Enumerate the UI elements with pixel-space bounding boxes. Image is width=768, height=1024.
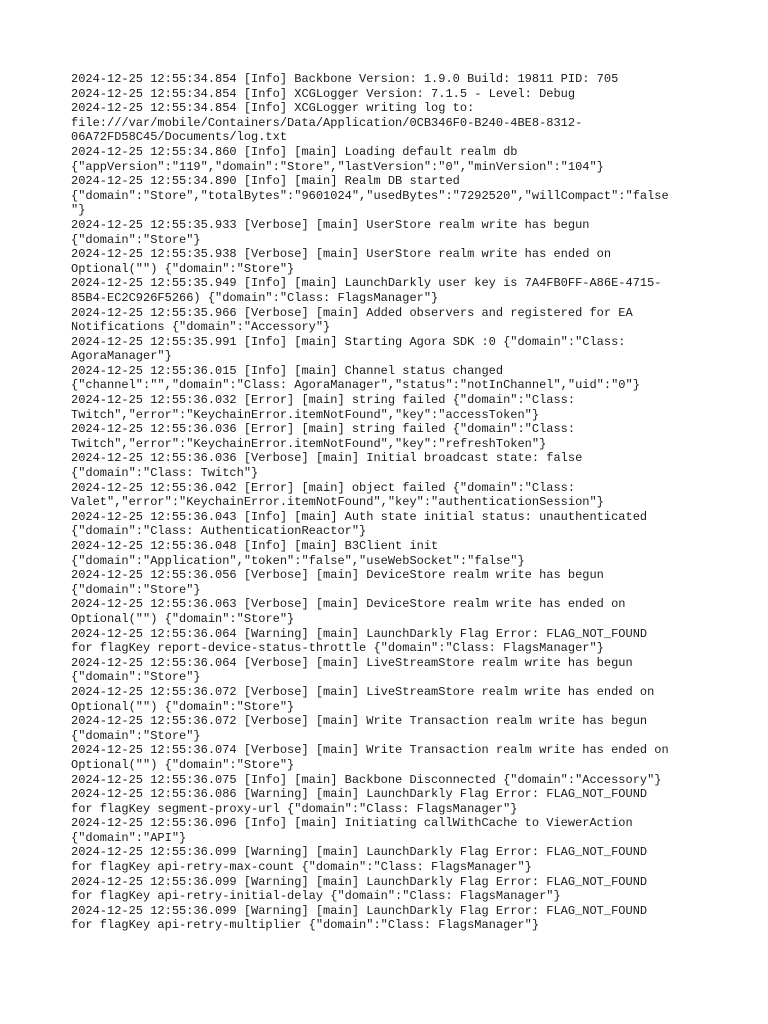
log-line: 2024-12-25 12:55:36.086 [Warning] [main] LaunchDarkly Flag Error: FLAG_NOT_FOUND: [71, 787, 648, 802]
log-line: {"domain":"Store"}: [71, 232, 201, 247]
log-line: 06A72FD58C45/Documents/log.txt: [71, 130, 288, 145]
log-line: 2024-12-25 12:55:34.854 [Info] XCGLogger writing log to:: [71, 101, 475, 116]
log-line: {"domain":"Application","token":"false","useWebSocket":"false"}: [71, 553, 525, 568]
log-line: Twitch","error":"KeychainError.itemNotFound","key":"accessToken"}: [71, 407, 540, 422]
log-line: for flagKey api-retry-multiplier {"domain":"Class: FlagsManager"}: [71, 918, 540, 933]
log-line: 2024-12-25 12:55:34.854 [Info] XCGLogger Version: 7.1.5 - Level: Debug: [71, 86, 576, 101]
log-line: 2024-12-25 12:55:34.854 [Info] Backbone Version: 1.9.0 Build: 19811 PID: 705: [71, 72, 619, 86]
log-line: 2024-12-25 12:55:36.043 [Info] [main] Auth state initial status: unauthenticated: [71, 509, 648, 524]
log-text-view: [71, 72, 711, 933]
log-line: AgoraManager"}: [71, 349, 172, 364]
log-line: Optional("") {"domain":"Store"}: [71, 757, 295, 772]
log-line: file:///var/mobile/Containers/Data/Application/0CB346F0-B240-4BE8-8312-: [71, 115, 583, 130]
log-line: 2024-12-25 12:55:36.042 [Error] [main] object failed {"domain":"Class:: [71, 480, 576, 495]
log-line: {"domain":"API"}: [71, 830, 187, 845]
log-line: 2024-12-25 12:55:35.933 [Verbose] [main] UserStore realm write has begun: [71, 217, 590, 232]
log-line: 2024-12-25 12:55:36.056 [Verbose] [main] DeviceStore realm write has begun: [71, 568, 604, 583]
log-line: {"domain":"Store","totalBytes":"9601024","usedBytes":"7292520","willCompact":"false: [71, 188, 669, 203]
log-line: {"appVersion":"119","domain":"Store","lastVersion":"0","minVersion":"104"}: [71, 159, 604, 174]
log-line: 2024-12-25 12:55:36.064 [Verbose] [main] LiveStreamStore realm write has begun: [71, 655, 633, 670]
log-line: {"channel":"","domain":"Class: AgoraManager","status":"notInChannel","uid":"0"}: [71, 378, 640, 393]
log-line: 85B4-EC2C926F5266) {"domain":"Class: FlagsManager"}: [71, 290, 439, 305]
log-line: {"domain":"Store"}: [71, 582, 201, 597]
log-line: for flagKey api-retry-initial-delay {"domain":"Class: FlagsManager"}: [71, 889, 561, 904]
log-line: 2024-12-25 12:55:36.072 [Verbose] [main] Write Transaction realm write has begun: [71, 714, 648, 729]
log-line: 2024-12-25 12:55:36.074 [Verbose] [main] Write Transaction realm write has ended on: [71, 743, 669, 758]
log-line: {"domain":"Store"}: [71, 728, 201, 743]
log-line: 2024-12-25 12:55:36.032 [Error] [main] string failed {"domain":"Class:: [71, 393, 576, 408]
log-line: {"domain":"Store"}: [71, 670, 201, 685]
log-line: 2024-12-25 12:55:34.860 [Info] [main] Loading default realm db: [71, 144, 518, 159]
log-line: {"domain":"Class: AuthenticationReactor"}: [71, 524, 367, 539]
log-line: 2024-12-25 12:55:36.099 [Warning] [main] LaunchDarkly Flag Error: FLAG_NOT_FOUND: [71, 874, 648, 889]
log-line: for flagKey report-device-status-throttle {"domain":"Class: FlagsManager"}: [71, 641, 604, 656]
log-line: 2024-12-25 12:55:36.099 [Warning] [main] LaunchDarkly Flag Error: FLAG_NOT_FOUND: [71, 903, 648, 918]
log-line: Optional("") {"domain":"Store"}: [71, 261, 295, 276]
log-line: 2024-12-25 12:55:35.949 [Info] [main] LaunchDarkly user key is 7A4FB0FF-A86E-4715-: [71, 276, 662, 291]
log-line: {"domain":"Class: Twitch"}: [71, 466, 259, 481]
log-line: Optional("") {"domain":"Store"}: [71, 611, 295, 626]
log-line: 2024-12-25 12:55:36.015 [Info] [main] Channel status changed: [71, 363, 504, 378]
log-line: 2024-12-25 12:55:36.063 [Verbose] [main] DeviceStore realm write has ended on: [71, 597, 626, 612]
log-line: Valet","error":"KeychainError.itemNotFound","key":"authenticationSession"}: [71, 495, 604, 510]
log-line: "}: [71, 203, 86, 218]
log-line: 2024-12-25 12:55:35.938 [Verbose] [main] UserStore realm write has ended on: [71, 247, 612, 262]
log-line: Notifications {"domain":"Accessory"}: [71, 320, 331, 335]
log-line: Optional("") {"domain":"Store"}: [71, 699, 295, 714]
log-line: 2024-12-25 12:55:35.991 [Info] [main] Starting Agora SDK :0 {"domain":"Class:: [71, 334, 626, 349]
log-line: 2024-12-25 12:55:36.096 [Info] [main] Initiating callWithCache to ViewerAction: [71, 816, 633, 831]
log-line: 2024-12-25 12:55:36.072 [Verbose] [main] LiveStreamStore realm write has ended on: [71, 684, 655, 699]
log-line: 2024-12-25 12:55:36.099 [Warning] [main] LaunchDarkly Flag Error: FLAG_NOT_FOUND: [71, 845, 648, 860]
log-line: 2024-12-25 12:55:36.075 [Info] [main] Backbone Disconnected {"domain":"Accessory"}: [71, 772, 662, 787]
log-line: 2024-12-25 12:55:35.966 [Verbose] [main] Added observers and registered for EA: [71, 305, 633, 320]
log-line: 2024-12-25 12:55:34.890 [Info] [main] Realm DB started: [71, 174, 460, 189]
log-line: 2024-12-25 12:55:36.064 [Warning] [main] LaunchDarkly Flag Error: FLAG_NOT_FOUND: [71, 626, 648, 641]
log-line: for flagKey api-retry-max-count {"domain":"Class: FlagsManager"}: [71, 860, 532, 875]
log-line: 2024-12-25 12:55:36.036 [Error] [main] string failed {"domain":"Class:: [71, 422, 576, 437]
log-line: Twitch","error":"KeychainError.itemNotFound","key":"refreshToken"}: [71, 436, 547, 451]
log-line: 2024-12-25 12:55:36.048 [Info] [main] B3Client init: [71, 539, 439, 553]
log-line: 2024-12-25 12:55:36.036 [Verbose] [main] Initial broadcast state: false: [71, 451, 583, 466]
log-line: for flagKey segment-proxy-url {"domain":"Class: FlagsManager"}: [71, 801, 518, 816]
